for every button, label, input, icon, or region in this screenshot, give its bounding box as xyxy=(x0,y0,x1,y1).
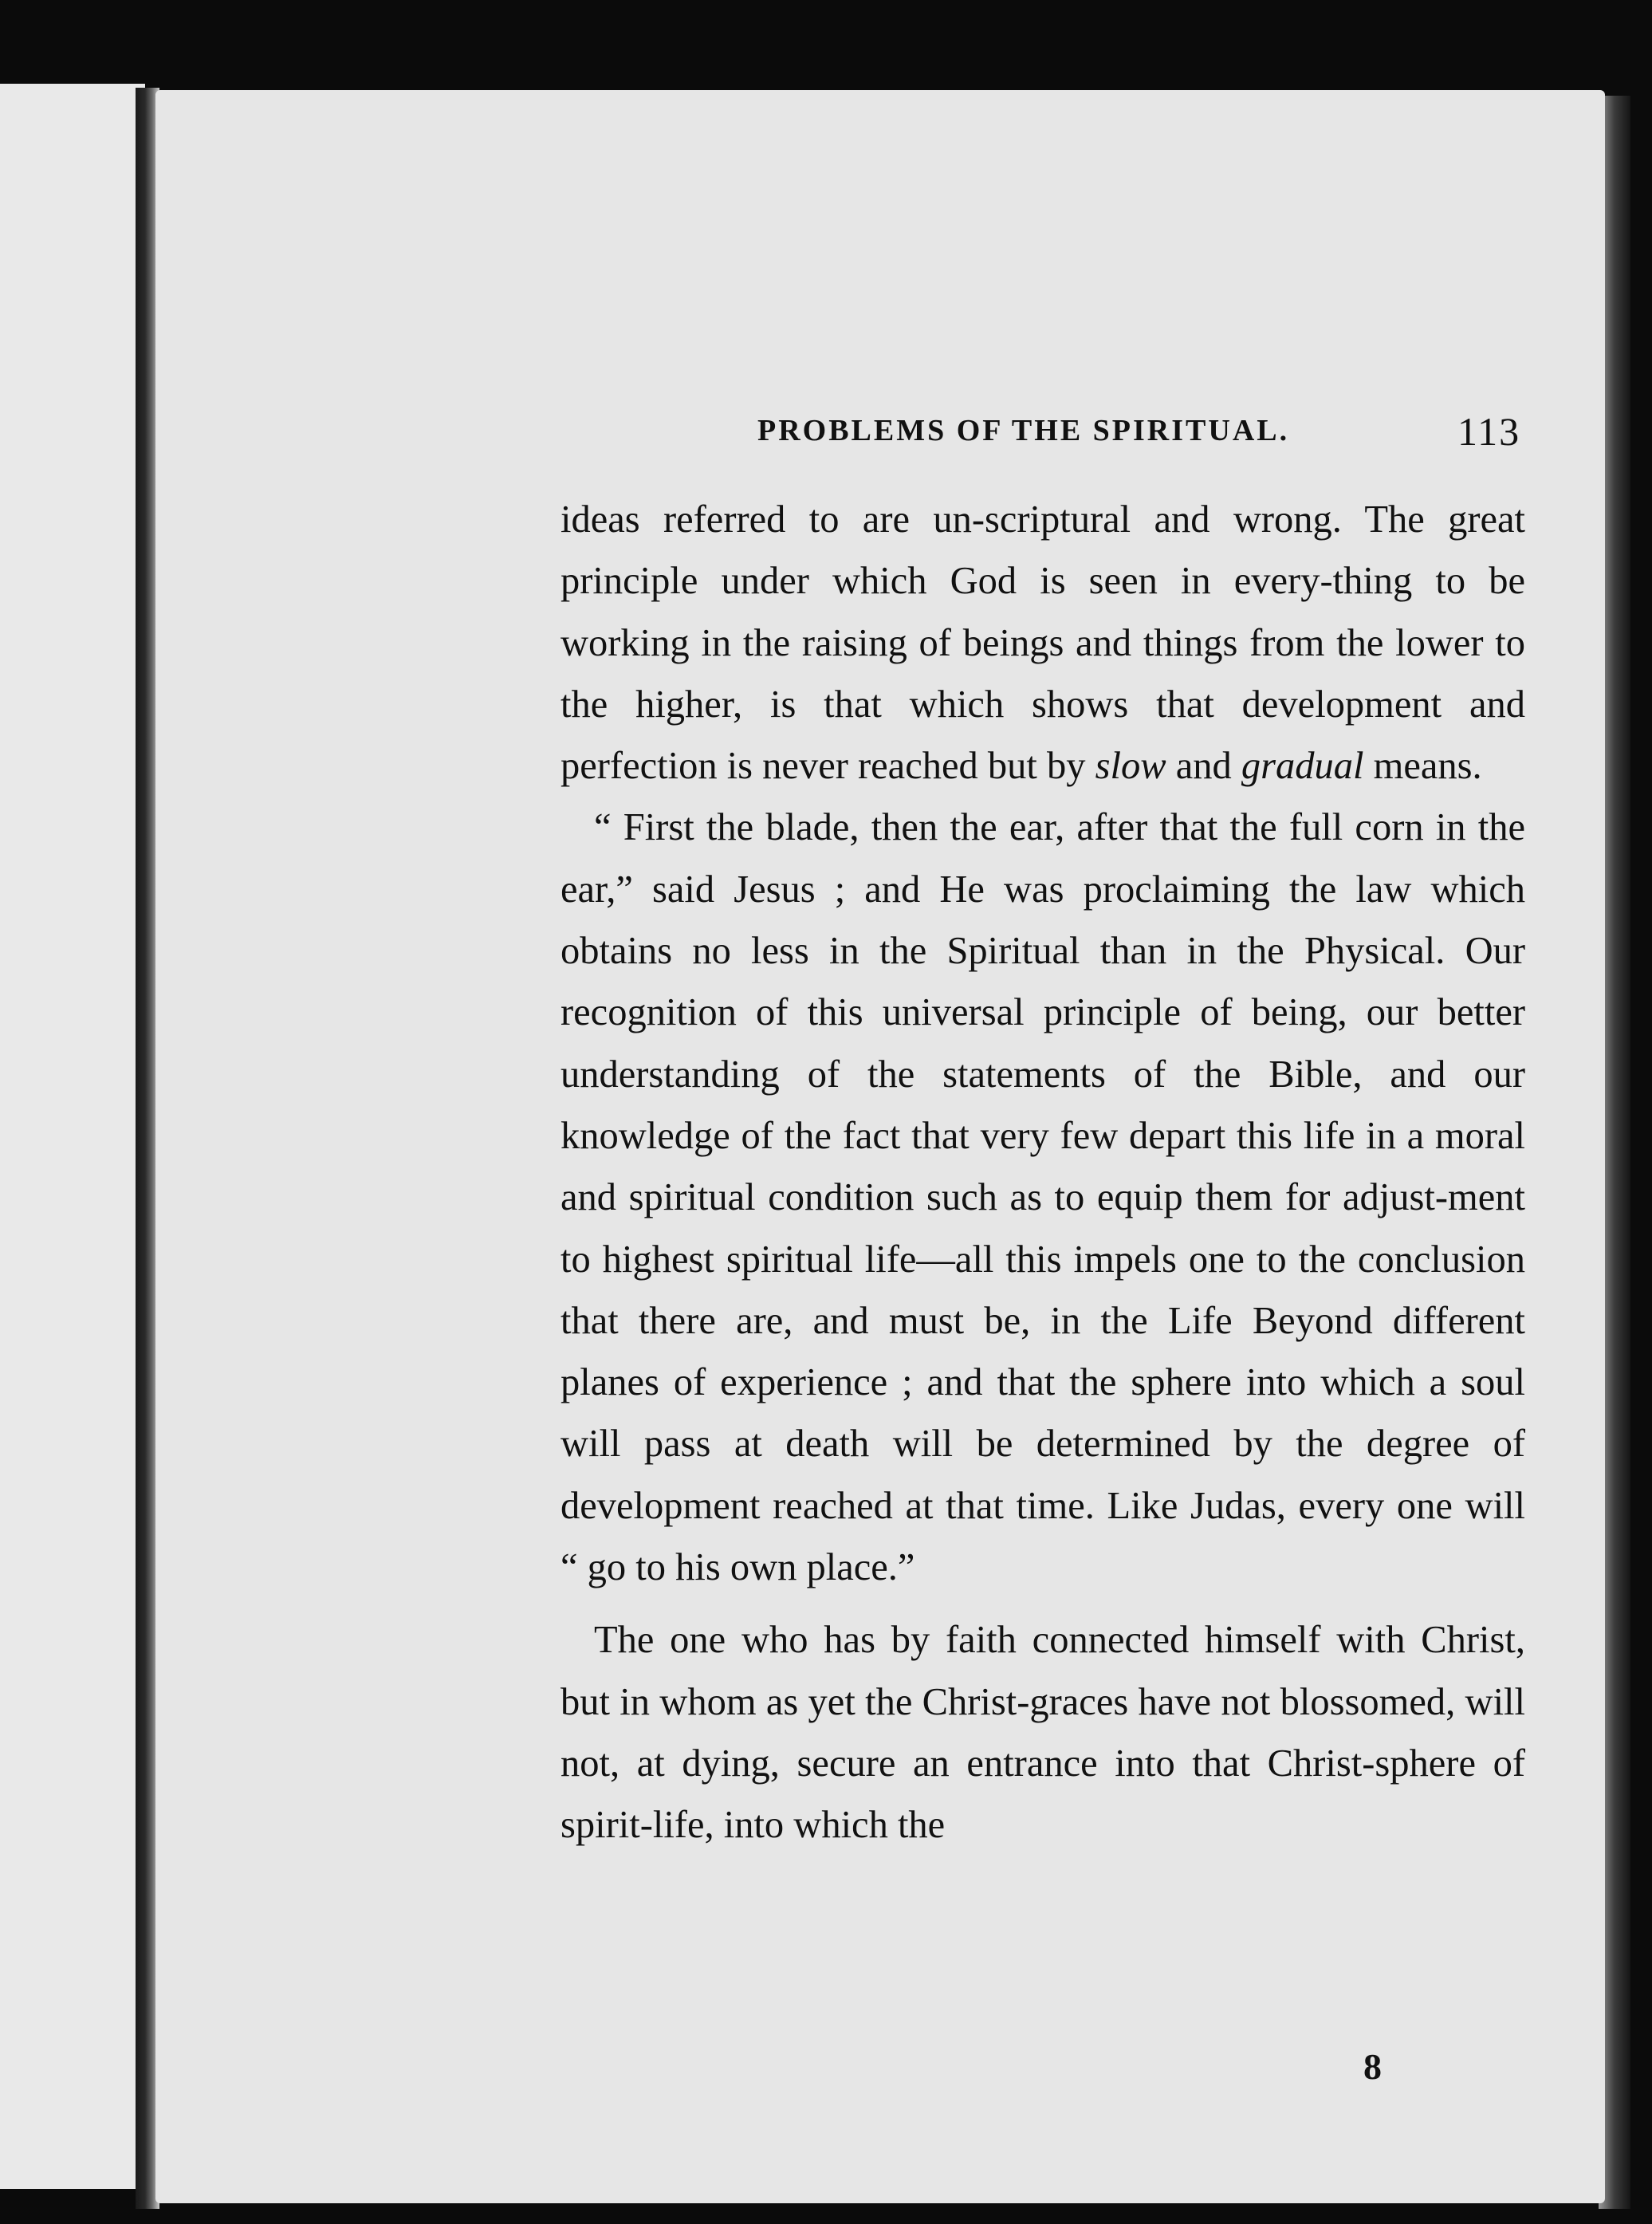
body-text xyxy=(560,489,1525,1856)
paragraph-2: “ First the blade, then the ear, after that the full corn in the ear,” said Jesus ; and He was proclaiming the law which obtains no less in the Spiritual than in the Physical. Our recognition of this universal principle of being, our better understanding of the statements of the Bible, and our knowledge of the fact that very few depart this life in a moral and spiritual condition such as to equip them for adjust-ment to highest spiritual life—all this impels one to the conclusion that there are, and must be, in the Life Beyond different planes of experience ; and that the sphere into which a soul will pass at death will be determined by the degree of development reached at that time. Like Judas, every one will “ go to his own place.” xyxy=(560,806,1525,1589)
paragraph-1-text-a: ideas referred to are un-scriptural and wrong. The great principle under which God is seen in every-thing to be working in the raising of beings and things from the lower to the higher, is that which shows that development and perfection is never reached but by xyxy=(560,498,1525,788)
page-number: 113 xyxy=(1457,409,1521,454)
emphasis-gradual: gradual xyxy=(1241,745,1364,788)
paragraph-1-text-b: and xyxy=(1166,745,1241,788)
paragraph-3: The one who has by faith connected himself with Christ, but in whom as yet the Christ-graces have not blossomed, will not, at dying, secure an entrance into that Christ-sphere of spirit-life, into which the xyxy=(560,1619,1525,1847)
signature-mark: 8 xyxy=(1363,2046,1382,2087)
emphasis-slow: slow xyxy=(1095,745,1166,788)
running-title: PROBLEMS OF THE SPIRITUAL. xyxy=(757,414,1290,447)
paragraph-1-text-c: means. xyxy=(1363,745,1482,788)
facing-page-edge xyxy=(0,84,145,2189)
book-page xyxy=(155,90,1605,2203)
paragraph-1 xyxy=(560,489,1525,797)
running-head xyxy=(155,409,1525,461)
